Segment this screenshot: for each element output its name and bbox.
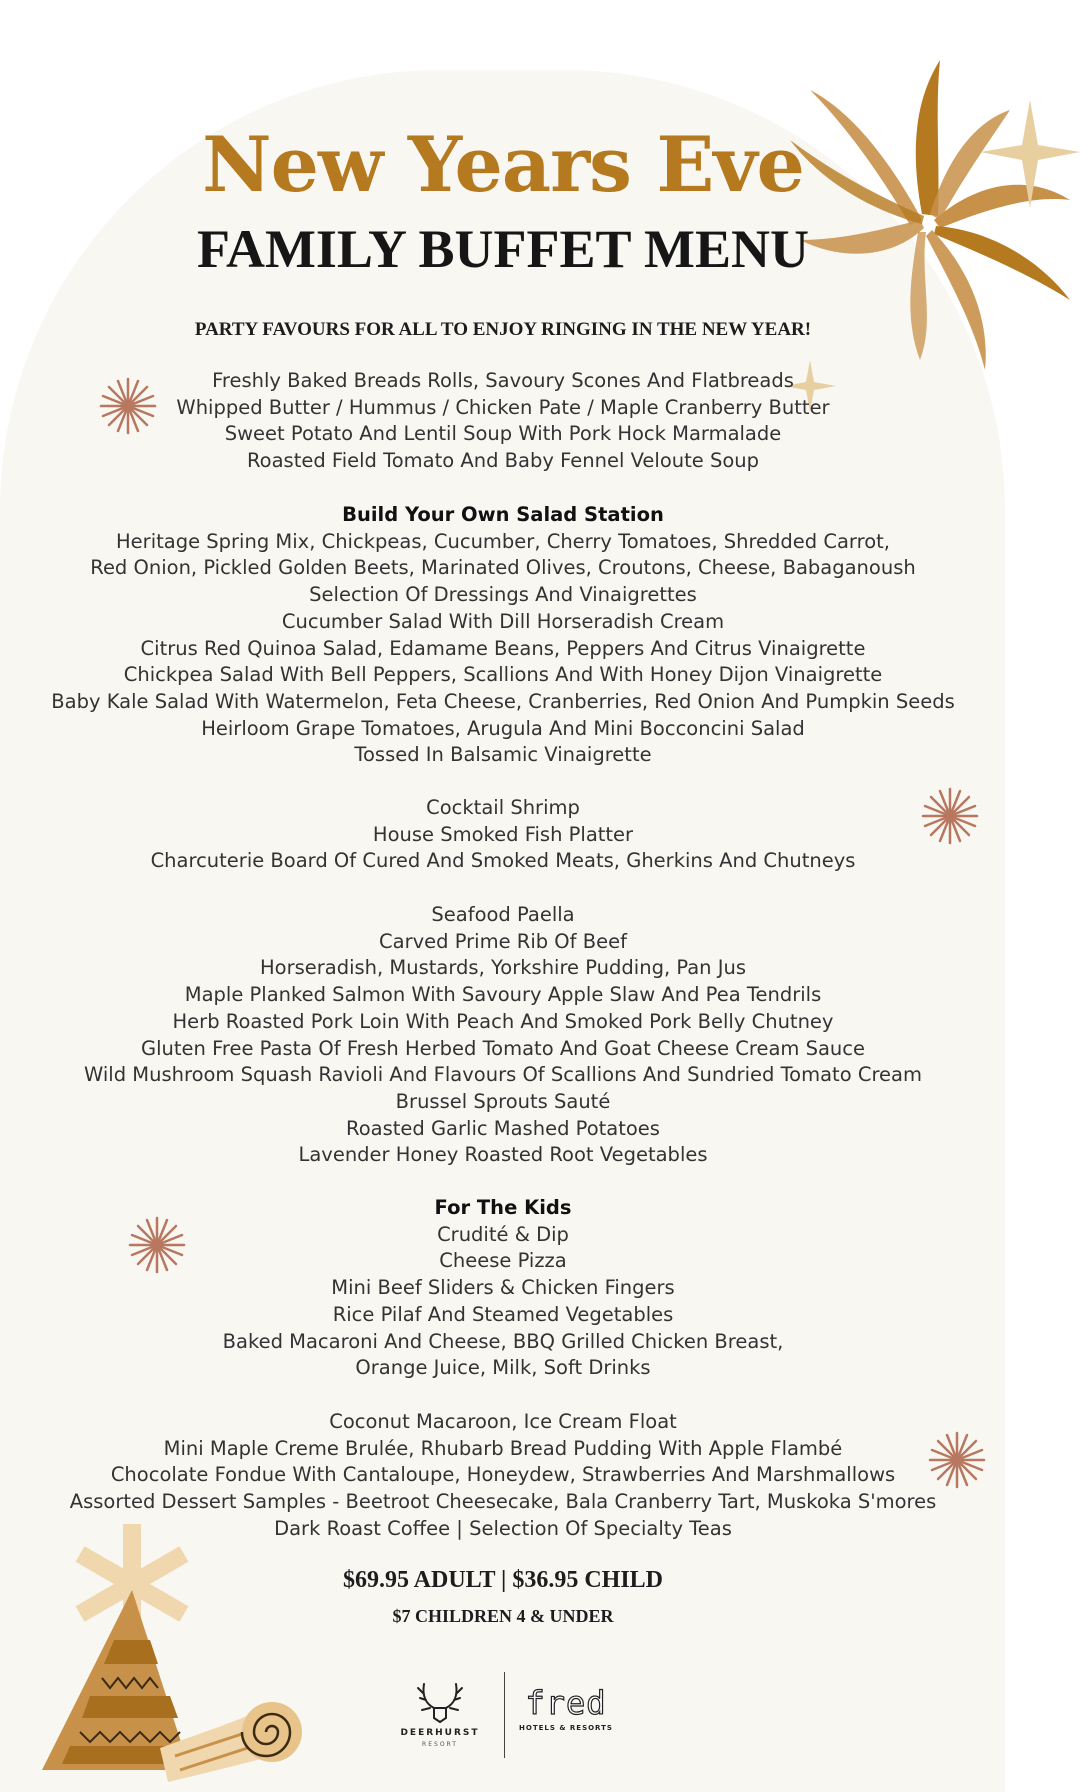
price-main: $69.95 ADULT | $36.95 CHILD [342,1567,663,1593]
menu-item: Lavender Honey Roasted Root Vegetables [298,1143,708,1167]
section-heading: For The Kids [434,1196,572,1219]
deer-antler-icon [416,1678,464,1724]
menu-item: Gluten Free Pasta Of Fresh Herbed Tomato And Goat Cheese Cream Sauce [140,1036,866,1060]
menu-item: Cheese Pizza [439,1249,567,1273]
deerhurst-logo-name: DEERHURST [400,1728,480,1738]
menu-item: Mini Beef Sliders & Chicken Fingers [331,1276,675,1300]
menu-item: Red Onion, Pickled Golden Beets, Marinated Olives, Croutons, Cheese, Babaganoush [90,556,916,580]
menu-item: Carved Prime Rib Of Beef [379,929,627,953]
menu-item: Wild Mushroom Squash Ravioli And Flavours Of Scallions And Sundried Tomato Cream [84,1063,922,1087]
menu-item: Rice Pilaf And Steamed Vegetables [332,1302,674,1326]
menu-item: Dark Roast Coffee | Selection Of Specialty Teas [274,1516,732,1540]
menu-item: Citrus Red Quinoa Salad, Edamame Beans, Peppers And Citrus Vinaigrette [140,636,866,660]
menu-item: Orange Juice, Milk, Soft Drinks [355,1356,651,1380]
menu-item: Tossed In Balsamic Vinaigrette [354,743,652,767]
menu-item: Maple Planked Salmon With Savoury Apple Slaw And Pea Tendrils [184,983,822,1007]
menu-item: Freshly Baked Breads Rolls, Savoury Scones And Flatbreads [212,369,794,392]
menu-item: Mini Maple Creme Brulée, Rhubarb Bread Pudding With Apple Flambé [163,1436,843,1460]
menu-item: Chickpea Salad With Bell Peppers, Scallions And With Honey Dijon Vinaigrette [123,663,883,687]
footer-logos [392,1666,632,1762]
deerhurst-logo-sub: RESORT [422,1741,458,1748]
menu-item: Whipped Butter / Hummus / Chicken Pate / Maple Cranberry Butter [176,395,830,419]
menu-item: Seafood Paella [431,903,575,926]
section-heading: Build Your Own Salad Station [342,503,664,526]
menu-item: Charcuterie Board Of Cured And Smoked Meats, Gherkins And Chutneys [150,849,856,873]
menu-item: Heritage Spring Mix, Chickpeas, Cucumber, Cherry Tomatoes, Shredded Carrot, [116,529,890,553]
mains-section [0,902,1006,1169]
party-hat-icon [40,1520,340,1792]
page-title: New Years Eve [202,120,804,209]
menu-item: Selection Of Dressings And Vinaigrettes [309,583,697,607]
menu-item: Horseradish, Mustards, Yorkshire Pudding, Pan Jus [259,956,746,980]
menu-item: Crudité & Dip [437,1222,569,1246]
menu-item: Chocolate Fondue With Cantaloupe, Honeydew, Strawberries And Marshmallows [110,1463,896,1487]
menu-item: Roasted Garlic Mashed Potatoes [346,1116,660,1140]
menu-item: Assorted Dessert Samples - Beetroot Cheesecake, Bala Cranberry Tart, Muskoka S'mores [69,1490,937,1514]
kids-section [0,1195,1006,1382]
desserts-section [0,1409,1006,1543]
breads-soups-section [0,368,1006,475]
menu-item: Roasted Field Tomato And Baby Fennel Veloute Soup [247,449,759,473]
menu-item: Baked Macaroni And Cheese, BBQ Grilled Chicken Breast, [222,1329,784,1353]
salad-section [0,502,1006,769]
price-children: $7 CHILDREN 4 & UNDER [392,1606,614,1626]
logo-divider [504,1672,505,1758]
menu-item: Cucumber Salad With Dill Horseradish Cream [281,609,725,633]
cold-platters-section [0,795,1006,875]
tagline: PARTY FAVOURS FOR ALL TO ENJOY RINGING IN THE NEW YEAR! [194,319,812,340]
page-subtitle: FAMILY BUFFET MENU [196,219,810,279]
menu-item: Brussel Sprouts Sauté [395,1089,611,1113]
menu-item: Cocktail Shrimp [426,796,580,819]
menu-item: Coconut Macaroon, Ice Cream Float [329,1410,677,1433]
fred-logo-name: fred [525,1684,607,1722]
menu-item: Heirloom Grape Tomatoes, Arugula And Mini Bocconcini Salad [201,716,805,740]
menu-item: House Smoked Fish Platter [372,822,634,846]
menu-item: Sweet Potato And Lentil Soup With Pork Hock Marmalade [224,422,782,446]
fred-logo-sub: HOTELS & RESORTS [519,1724,613,1732]
menu-item: Baby Kale Salad With Watermelon, Feta Cheese, Cranberries, Red Onion And Pumpkin Seeds [51,689,955,713]
menu-item: Herb Roasted Pork Loin With Peach And Smoked Pork Belly Chutney [172,1009,834,1033]
